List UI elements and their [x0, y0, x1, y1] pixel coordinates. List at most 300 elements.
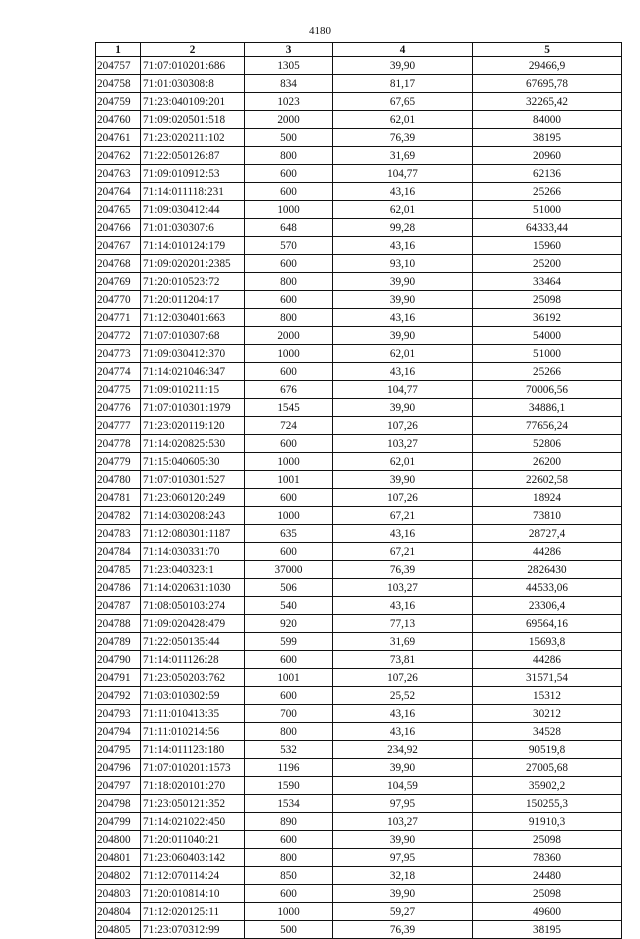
table-cell-col-5: 62136 — [473, 165, 622, 183]
table-cell-col-2: 71:11:010214:56 — [141, 723, 245, 741]
table-cell-col-5: 28727,4 — [473, 525, 622, 543]
table-cell-col-3: 1534 — [245, 795, 333, 813]
table-cell-col-2: 71:20:011040:21 — [141, 831, 245, 849]
table-cell-col-4: 43,16 — [333, 525, 473, 543]
table-cell-col-1: 204791 — [96, 669, 141, 687]
table-cell-col-4: 99,28 — [333, 219, 473, 237]
table-cell-col-4: 43,16 — [333, 183, 473, 201]
table-cell-col-3: 648 — [245, 219, 333, 237]
table-cell-col-3: 800 — [245, 309, 333, 327]
table-cell-col-5: 35902,2 — [473, 777, 622, 795]
table-row — [96, 561, 622, 579]
table-cell-col-5: 26200 — [473, 453, 622, 471]
table-row — [96, 417, 622, 435]
table-cell-col-4: 76,39 — [333, 561, 473, 579]
table-cell-col-3: 920 — [245, 615, 333, 633]
table-cell-col-4: 97,95 — [333, 795, 473, 813]
table-cell-col-2: 71:12:080301:1187 — [141, 525, 245, 543]
table-cell-col-5: 25200 — [473, 255, 622, 273]
table-cell-col-4: 76,39 — [333, 129, 473, 147]
table-row — [96, 219, 622, 237]
table-cell-col-3: 724 — [245, 417, 333, 435]
table-cell-col-5: 44286 — [473, 543, 622, 561]
table-cell-col-4: 93,10 — [333, 255, 473, 273]
table-cell-col-4: 104,77 — [333, 381, 473, 399]
table-cell-col-4: 43,16 — [333, 723, 473, 741]
table-cell-col-2: 71:12:020125:11 — [141, 903, 245, 921]
table-cell-col-5: 34886,1 — [473, 399, 622, 417]
table-cell-col-2: 71:23:040109:201 — [141, 93, 245, 111]
table-cell-col-5: 25098 — [473, 831, 622, 849]
table-cell-col-5: 33464 — [473, 273, 622, 291]
table-cell-col-1: 204779 — [96, 453, 141, 471]
table-cell-col-5: 54000 — [473, 327, 622, 345]
table-cell-col-1: 204769 — [96, 273, 141, 291]
table-cell-col-5: 22602,58 — [473, 471, 622, 489]
table-cell-col-4: 103,27 — [333, 579, 473, 597]
table-cell-col-4: 67,65 — [333, 93, 473, 111]
table-cell-col-5: 36192 — [473, 309, 622, 327]
table-cell-col-2: 71:14:020825:530 — [141, 435, 245, 453]
table-cell-col-2: 71:09:010912:53 — [141, 165, 245, 183]
table-cell-col-5: 24480 — [473, 867, 622, 885]
table-cell-col-5: 15312 — [473, 687, 622, 705]
table-cell-col-5: 23306,4 — [473, 597, 622, 615]
table-cell-col-2: 71:09:020428:479 — [141, 615, 245, 633]
table-row — [96, 183, 622, 201]
table-row — [96, 111, 622, 129]
table-cell-col-5: 77656,24 — [473, 417, 622, 435]
column-header-3: 3 — [245, 43, 333, 57]
table-cell-col-1: 204770 — [96, 291, 141, 309]
table-cell-col-3: 540 — [245, 597, 333, 615]
table-row — [96, 669, 622, 687]
table-cell-col-5: 25098 — [473, 885, 622, 903]
table-row — [96, 759, 622, 777]
table-cell-col-3: 676 — [245, 381, 333, 399]
table-cell-col-1: 204780 — [96, 471, 141, 489]
table-cell-col-3: 1000 — [245, 507, 333, 525]
table-cell-col-3: 600 — [245, 183, 333, 201]
table-cell-col-1: 204801 — [96, 849, 141, 867]
table-cell-col-2: 71:07:010201:1573 — [141, 759, 245, 777]
table-cell-col-2: 71:07:010307:68 — [141, 327, 245, 345]
table-cell-col-2: 71:09:010211:15 — [141, 381, 245, 399]
table-cell-col-2: 71:07:010301:1979 — [141, 399, 245, 417]
table-cell-col-5: 18924 — [473, 489, 622, 507]
table-cell-col-3: 2000 — [245, 327, 333, 345]
table-cell-col-1: 204762 — [96, 147, 141, 165]
table-cell-col-5: 32265,42 — [473, 93, 622, 111]
table-cell-col-2: 71:23:070312:99 — [141, 921, 245, 939]
table-cell-col-1: 204781 — [96, 489, 141, 507]
table-cell-col-4: 39,90 — [333, 273, 473, 291]
table-cell-col-5: 2826430 — [473, 561, 622, 579]
table-cell-col-4: 39,90 — [333, 399, 473, 417]
table-cell-col-1: 204765 — [96, 201, 141, 219]
table-cell-col-1: 204804 — [96, 903, 141, 921]
table-cell-col-2: 71:14:021046:347 — [141, 363, 245, 381]
table-row — [96, 165, 622, 183]
table-cell-col-5: 25266 — [473, 363, 622, 381]
table-cell-col-3: 500 — [245, 129, 333, 147]
table-cell-col-3: 800 — [245, 147, 333, 165]
table-cell-col-5: 84000 — [473, 111, 622, 129]
table-cell-col-3: 570 — [245, 237, 333, 255]
table-cell-col-1: 204784 — [96, 543, 141, 561]
table-cell-col-5: 51000 — [473, 345, 622, 363]
table-row — [96, 255, 622, 273]
table-cell-col-5: 15693,8 — [473, 633, 622, 651]
table-row — [96, 471, 622, 489]
column-header-5: 5 — [473, 43, 622, 57]
table-cell-col-5: 29466,9 — [473, 57, 622, 75]
table-row — [96, 507, 622, 525]
table-cell-col-1: 204798 — [96, 795, 141, 813]
table-cell-col-5: 38195 — [473, 129, 622, 147]
table-cell-col-3: 1590 — [245, 777, 333, 795]
table-cell-col-4: 39,90 — [333, 759, 473, 777]
table-cell-col-2: 71:12:030401:663 — [141, 309, 245, 327]
table-cell-col-4: 25,52 — [333, 687, 473, 705]
column-header-4: 4 — [333, 43, 473, 57]
table-cell-col-5: 25266 — [473, 183, 622, 201]
table-row — [96, 543, 622, 561]
table-cell-col-4: 39,90 — [333, 831, 473, 849]
table-cell-col-1: 204771 — [96, 309, 141, 327]
table-row — [96, 57, 622, 75]
table-cell-col-3: 600 — [245, 687, 333, 705]
table-row — [96, 201, 622, 219]
table-cell-col-2: 71:22:050126:87 — [141, 147, 245, 165]
table-cell-col-5: 69564,16 — [473, 615, 622, 633]
table-cell-col-5: 78360 — [473, 849, 622, 867]
table-cell-col-3: 1023 — [245, 93, 333, 111]
table-row — [96, 525, 622, 543]
table-cell-col-1: 204783 — [96, 525, 141, 543]
table-cell-col-2: 71:14:010124:179 — [141, 237, 245, 255]
table-cell-col-5: 31571,54 — [473, 669, 622, 687]
table-row — [96, 741, 622, 759]
table-cell-col-3: 1001 — [245, 471, 333, 489]
table-body — [96, 57, 622, 939]
table-cell-col-4: 97,95 — [333, 849, 473, 867]
table-cell-col-5: 34528 — [473, 723, 622, 741]
table-cell-col-5: 150255,3 — [473, 795, 622, 813]
table-cell-col-3: 600 — [245, 489, 333, 507]
table-row — [96, 75, 622, 93]
table-cell-col-3: 1000 — [245, 345, 333, 363]
table-row — [96, 633, 622, 651]
table-cell-col-3: 2000 — [245, 111, 333, 129]
table-cell-col-5: 44286 — [473, 651, 622, 669]
table-cell-col-3: 1000 — [245, 201, 333, 219]
table-row — [96, 363, 622, 381]
table-cell-col-2: 71:14:011118:231 — [141, 183, 245, 201]
table-row — [96, 309, 622, 327]
table-cell-col-4: 43,16 — [333, 597, 473, 615]
table-row — [96, 579, 622, 597]
table-cell-col-5: 25098 — [473, 291, 622, 309]
table-cell-col-4: 39,90 — [333, 327, 473, 345]
table-row — [96, 453, 622, 471]
table-cell-col-3: 850 — [245, 867, 333, 885]
table-row — [96, 147, 622, 165]
table-cell-col-5: 73810 — [473, 507, 622, 525]
table-cell-col-2: 71:07:010301:527 — [141, 471, 245, 489]
table-cell-col-4: 107,26 — [333, 669, 473, 687]
table-cell-col-1: 204796 — [96, 759, 141, 777]
table-row — [96, 903, 622, 921]
table-row — [96, 615, 622, 633]
table-cell-col-1: 204778 — [96, 435, 141, 453]
table-cell-col-1: 204802 — [96, 867, 141, 885]
table-cell-col-1: 204805 — [96, 921, 141, 939]
table-row — [96, 597, 622, 615]
table-row — [96, 381, 622, 399]
table-cell-col-3: 600 — [245, 831, 333, 849]
table-cell-col-5: 38195 — [473, 921, 622, 939]
table-cell-col-4: 39,90 — [333, 57, 473, 75]
table-cell-col-3: 600 — [245, 165, 333, 183]
table-row — [96, 345, 622, 363]
table-cell-col-3: 1305 — [245, 57, 333, 75]
table-cell-col-2: 71:09:020201:2385 — [141, 255, 245, 273]
table-cell-col-4: 103,27 — [333, 435, 473, 453]
table-cell-col-1: 204795 — [96, 741, 141, 759]
table-cell-col-1: 204800 — [96, 831, 141, 849]
table-cell-col-1: 204763 — [96, 165, 141, 183]
table-cell-col-1: 204794 — [96, 723, 141, 741]
table-cell-col-1: 204790 — [96, 651, 141, 669]
table-cell-col-1: 204792 — [96, 687, 141, 705]
table-cell-col-3: 600 — [245, 543, 333, 561]
table-cell-col-2: 71:14:030331:70 — [141, 543, 245, 561]
table-cell-col-4: 62,01 — [333, 111, 473, 129]
table-cell-col-3: 1001 — [245, 669, 333, 687]
table-cell-col-2: 71:18:020101:270 — [141, 777, 245, 795]
table-cell-col-4: 43,16 — [333, 237, 473, 255]
table-cell-col-4: 77,13 — [333, 615, 473, 633]
table-cell-col-4: 43,16 — [333, 363, 473, 381]
table-row — [96, 921, 622, 939]
table-cell-col-5: 64333,44 — [473, 219, 622, 237]
table-cell-col-2: 71:11:010413:35 — [141, 705, 245, 723]
table-cell-col-3: 600 — [245, 885, 333, 903]
table-cell-col-2: 71:20:010523:72 — [141, 273, 245, 291]
table-cell-col-5: 67695,78 — [473, 75, 622, 93]
table-cell-col-1: 204759 — [96, 93, 141, 111]
table-cell-col-4: 107,26 — [333, 417, 473, 435]
table-cell-col-3: 1196 — [245, 759, 333, 777]
table-cell-col-3: 800 — [245, 849, 333, 867]
table-cell-col-4: 32,18 — [333, 867, 473, 885]
table-cell-col-4: 31,69 — [333, 633, 473, 651]
table-row — [96, 489, 622, 507]
table-cell-col-2: 71:09:030412:44 — [141, 201, 245, 219]
page-number: 4180 — [309, 25, 331, 37]
table-cell-col-5: 91910,3 — [473, 813, 622, 831]
table-cell-col-2: 71:14:011123:180 — [141, 741, 245, 759]
table-row — [96, 237, 622, 255]
table-cell-col-2: 71:09:020501:518 — [141, 111, 245, 129]
table-row — [96, 723, 622, 741]
table-cell-col-2: 71:20:010814:10 — [141, 885, 245, 903]
table-cell-col-2: 71:23:040323:1 — [141, 561, 245, 579]
table-cell-col-4: 67,21 — [333, 507, 473, 525]
table-cell-col-3: 600 — [245, 363, 333, 381]
table-row — [96, 777, 622, 795]
table-cell-col-2: 71:01:030307:6 — [141, 219, 245, 237]
table-cell-col-4: 81,17 — [333, 75, 473, 93]
table-cell-col-1: 204761 — [96, 129, 141, 147]
table-cell-col-2: 71:15:040605:30 — [141, 453, 245, 471]
table-cell-col-2: 71:14:020631:1030 — [141, 579, 245, 597]
table-row — [96, 399, 622, 417]
table-cell-col-3: 532 — [245, 741, 333, 759]
table-cell-col-3: 600 — [245, 255, 333, 273]
column-header-1: 1 — [96, 43, 141, 57]
table-cell-col-1: 204758 — [96, 75, 141, 93]
table-cell-col-2: 71:23:050203:762 — [141, 669, 245, 687]
table-cell-col-1: 204797 — [96, 777, 141, 795]
table-cell-col-4: 59,27 — [333, 903, 473, 921]
table-cell-col-5: 51000 — [473, 201, 622, 219]
table-cell-col-1: 204772 — [96, 327, 141, 345]
table-cell-col-2: 71:20:011204:17 — [141, 291, 245, 309]
table-cell-col-5: 52806 — [473, 435, 622, 453]
table-cell-col-1: 204766 — [96, 219, 141, 237]
table-cell-col-1: 204777 — [96, 417, 141, 435]
table-cell-col-4: 43,16 — [333, 309, 473, 327]
table-row — [96, 885, 622, 903]
table-cell-col-1: 204776 — [96, 399, 141, 417]
table-row — [96, 651, 622, 669]
table-cell-col-4: 234,92 — [333, 741, 473, 759]
table-row — [96, 327, 622, 345]
table-cell-col-3: 600 — [245, 291, 333, 309]
table-cell-col-3: 600 — [245, 651, 333, 669]
table-row — [96, 93, 622, 111]
table-row — [96, 291, 622, 309]
table-cell-col-2: 71:14:021022:450 — [141, 813, 245, 831]
table-cell-col-2: 71:23:050121:352 — [141, 795, 245, 813]
table-cell-col-4: 39,90 — [333, 885, 473, 903]
table-cell-col-4: 104,59 — [333, 777, 473, 795]
table-cell-col-5: 90519,8 — [473, 741, 622, 759]
table-cell-col-3: 635 — [245, 525, 333, 543]
table-cell-col-3: 1545 — [245, 399, 333, 417]
table-cell-col-1: 204775 — [96, 381, 141, 399]
table-cell-col-2: 71:03:010302:59 — [141, 687, 245, 705]
table-cell-col-1: 204764 — [96, 183, 141, 201]
table-cell-col-3: 500 — [245, 921, 333, 939]
table-cell-col-3: 506 — [245, 579, 333, 597]
table-cell-col-2: 71:23:060120:249 — [141, 489, 245, 507]
table-cell-col-2: 71:23:020119:120 — [141, 417, 245, 435]
table-cell-col-5: 44533,06 — [473, 579, 622, 597]
table-row — [96, 831, 622, 849]
table-cell-col-4: 107,26 — [333, 489, 473, 507]
table-cell-col-3: 599 — [245, 633, 333, 651]
table-cell-col-1: 204768 — [96, 255, 141, 273]
table-cell-col-2: 71:22:050135:44 — [141, 633, 245, 651]
table-cell-col-5: 15960 — [473, 237, 622, 255]
table-cell-col-3: 700 — [245, 705, 333, 723]
table-row — [96, 273, 622, 291]
table-cell-col-4: 76,39 — [333, 921, 473, 939]
table-cell-col-4: 31,69 — [333, 147, 473, 165]
table-cell-col-5: 70006,56 — [473, 381, 622, 399]
table-header-row — [96, 43, 622, 57]
table-row — [96, 795, 622, 813]
table-cell-col-1: 204793 — [96, 705, 141, 723]
table-cell-col-1: 204782 — [96, 507, 141, 525]
table-cell-col-3: 800 — [245, 723, 333, 741]
table-cell-col-3: 1000 — [245, 453, 333, 471]
table-cell-col-4: 103,27 — [333, 813, 473, 831]
table-cell-col-4: 43,16 — [333, 705, 473, 723]
table-cell-col-5: 49600 — [473, 903, 622, 921]
table-cell-col-2: 71:14:030208:243 — [141, 507, 245, 525]
table-cell-col-2: 71:08:050103:274 — [141, 597, 245, 615]
table-cell-col-2: 71:09:030412:370 — [141, 345, 245, 363]
table-cell-col-1: 204788 — [96, 615, 141, 633]
table-cell-col-2: 71:23:020211:102 — [141, 129, 245, 147]
table-cell-col-3: 1000 — [245, 903, 333, 921]
table-cell-col-1: 204774 — [96, 363, 141, 381]
table-row — [96, 867, 622, 885]
table-row — [96, 129, 622, 147]
table-row — [96, 435, 622, 453]
table-cell-col-2: 71:01:030308:8 — [141, 75, 245, 93]
table-cell-col-4: 62,01 — [333, 453, 473, 471]
table-cell-col-5: 20960 — [473, 147, 622, 165]
table-row — [96, 687, 622, 705]
table-cell-col-4: 67,21 — [333, 543, 473, 561]
table-row — [96, 849, 622, 867]
data-table — [95, 42, 622, 939]
table-cell-col-3: 800 — [245, 273, 333, 291]
table-cell-col-1: 204757 — [96, 57, 141, 75]
table-cell-col-4: 62,01 — [333, 345, 473, 363]
table-cell-col-3: 890 — [245, 813, 333, 831]
table-cell-col-1: 204767 — [96, 237, 141, 255]
table-cell-col-2: 71:14:011126:28 — [141, 651, 245, 669]
table-cell-col-1: 204787 — [96, 597, 141, 615]
table-cell-col-1: 204773 — [96, 345, 141, 363]
table-cell-col-4: 73,81 — [333, 651, 473, 669]
table-cell-col-4: 39,90 — [333, 291, 473, 309]
table-cell-col-2: 71:12:070114:24 — [141, 867, 245, 885]
table-cell-col-4: 104,77 — [333, 165, 473, 183]
table-cell-col-3: 600 — [245, 435, 333, 453]
table-cell-col-1: 204803 — [96, 885, 141, 903]
table-row — [96, 705, 622, 723]
table-cell-col-5: 30212 — [473, 705, 622, 723]
table-row — [96, 813, 622, 831]
table-cell-col-2: 71:07:010201:686 — [141, 57, 245, 75]
table-cell-col-3: 834 — [245, 75, 333, 93]
table-cell-col-1: 204789 — [96, 633, 141, 651]
table-cell-col-4: 39,90 — [333, 471, 473, 489]
table-cell-col-1: 204799 — [96, 813, 141, 831]
column-header-2: 2 — [141, 43, 245, 57]
table-cell-col-1: 204786 — [96, 579, 141, 597]
table-cell-col-5: 27005,68 — [473, 759, 622, 777]
table-cell-col-3: 37000 — [245, 561, 333, 579]
table-cell-col-4: 62,01 — [333, 201, 473, 219]
